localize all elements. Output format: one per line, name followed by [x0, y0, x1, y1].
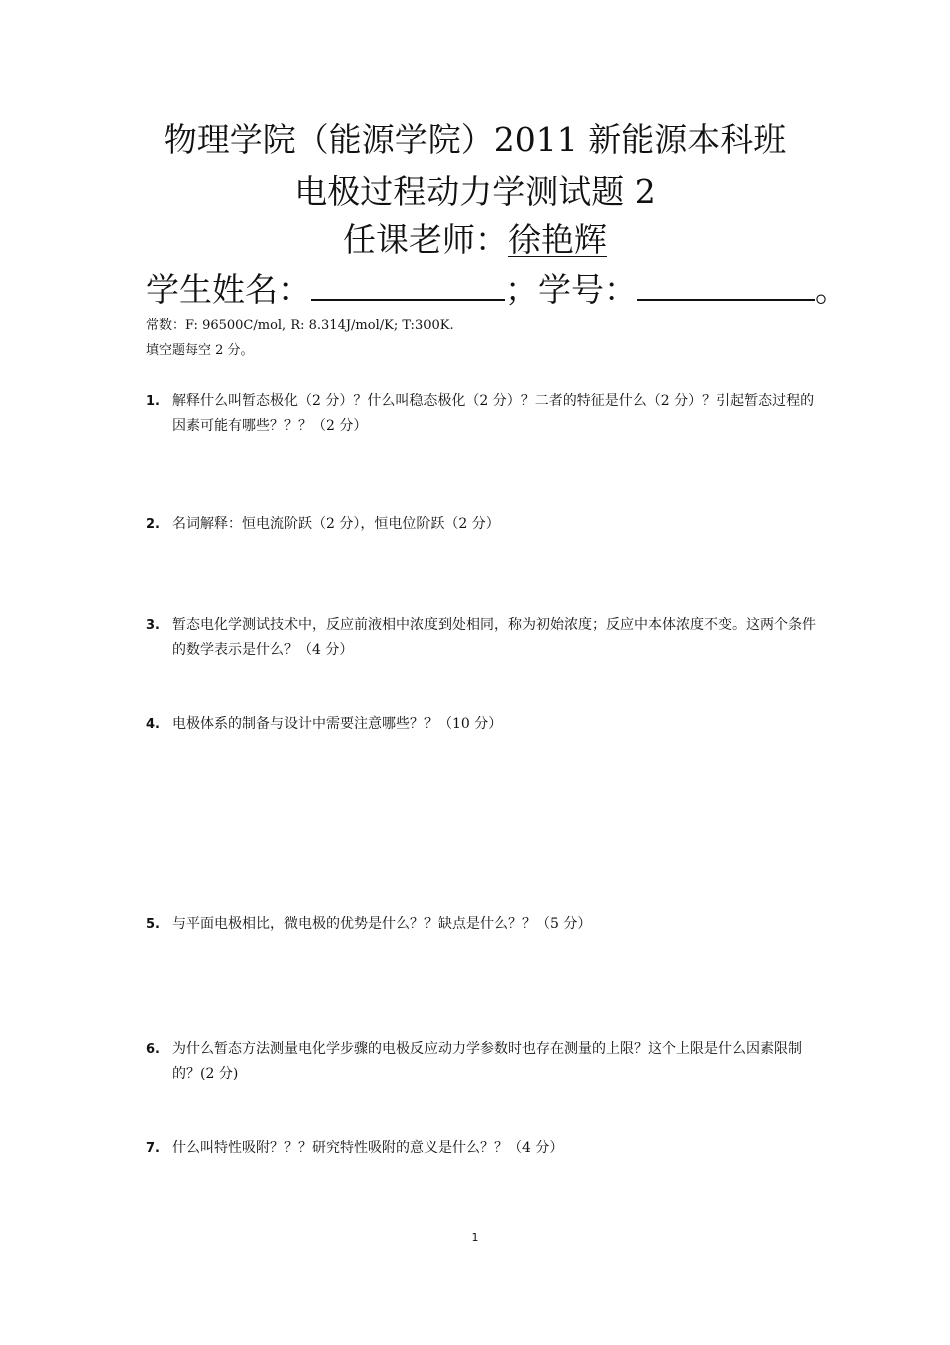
teacher-label: 任课老师：: [343, 220, 508, 259]
end-mark: 。: [815, 270, 848, 309]
question-text: 解释什么叫暂态极化（2 分）？什么叫稳态极化（2 分）？二者的特征是什么（2 分）？引起暂态过程的因素可能有哪些？？？（2 分）: [172, 393, 815, 434]
exam-title-line2: 电极过程动力学测试题 2: [294, 172, 656, 211]
question-5: [146, 912, 816, 937]
question-number: 5.: [146, 917, 160, 932]
question-text: 电极体系的制备与设计中需要注意哪些？？（10 分）: [172, 716, 503, 732]
student-id-blank[interactable]: [637, 269, 815, 301]
question-text: 暂态电化学测试技术中，反应前液相中浓度到处相同，称为初始浓度；反应中本体浓度不变。这两个条件的数学表示是什么？（4 分）: [172, 617, 816, 658]
question-6: [146, 1037, 816, 1087]
question-text: 为什么暂态方法测量电化学步骤的电极反应动力学参数时也存在测量的上限？这个上限是什么因素限制的？(2 分): [172, 1041, 802, 1082]
question-1: [146, 389, 816, 439]
student-info-line: [146, 268, 848, 312]
fill-blank-note: 填空题每空 2 分。: [146, 343, 254, 358]
question-number: 2.: [146, 517, 160, 532]
question-text: 名词解释：恒电流阶跃（2 分），恒电位阶跃（2 分）: [172, 516, 500, 532]
student-id-label: ；学号：: [505, 270, 637, 309]
exam-title-line1: 物理学院（能源学院）2011 新能源本科班: [163, 120, 787, 159]
question-number: 3.: [146, 618, 160, 633]
question-4: [146, 712, 816, 737]
constants-note: 常数：F: 96500C/mol, R: 8.314J/mol/K; T:300K.: [146, 318, 454, 333]
teacher-line: [0, 218, 950, 262]
student-name-blank[interactable]: [311, 269, 505, 301]
question-2: [146, 512, 816, 537]
question-7: [146, 1136, 816, 1161]
question-text: 什么叫特性吸附？？？研究特性吸附的意义是什么？？（4 分）: [172, 1140, 564, 1156]
teacher-name: 徐艳辉: [508, 220, 607, 259]
question-number: 4.: [146, 717, 160, 732]
question-3: [146, 613, 816, 663]
question-text: 与平面电极相比，微电极的优势是什么？？缺点是什么？？（5 分）: [172, 916, 592, 932]
question-number: 6.: [146, 1042, 160, 1057]
student-name-label: 学生姓名：: [146, 270, 311, 309]
question-number: 1.: [146, 394, 160, 409]
page-number: 1: [471, 1231, 479, 1244]
question-number: 7.: [146, 1141, 160, 1156]
